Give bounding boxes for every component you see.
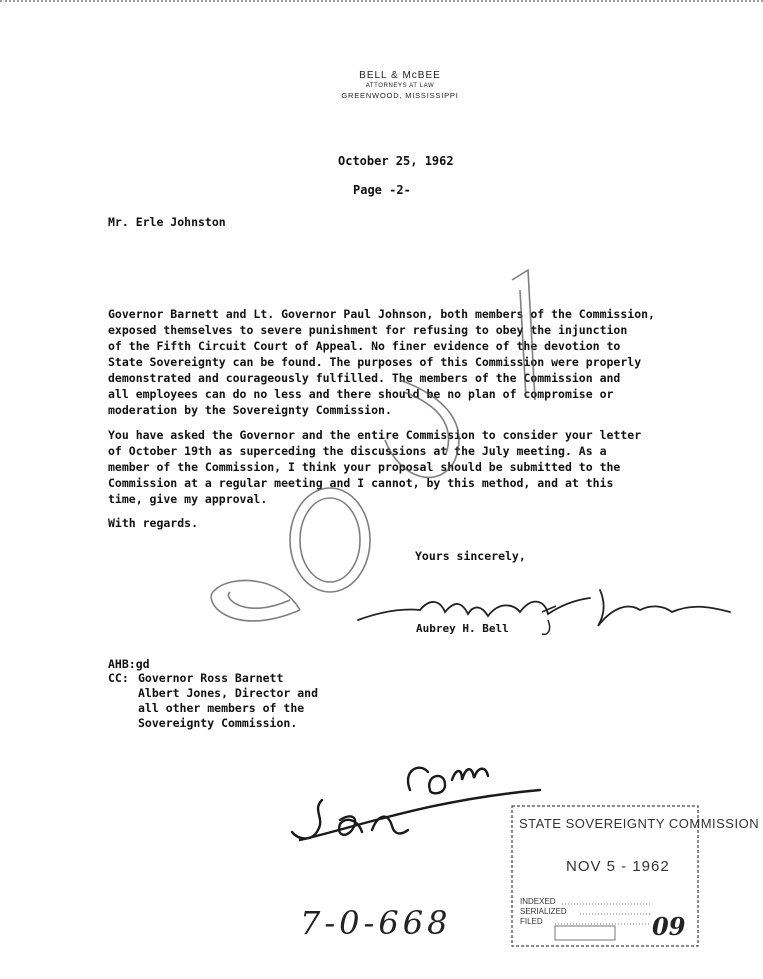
letterhead — [300, 70, 500, 100]
stamp-title: STATE SOVEREIGNTY COMMISSION — [519, 816, 760, 831]
paragraph-line: of October 19th as superceding the discussions at the July meeting. As a — [108, 444, 607, 458]
stamp-label-serialized: SERIALIZED — [520, 907, 567, 916]
paragraph-line: Governor Barnett and Lt. Governor Paul Johnson, both members of the Commission, — [108, 307, 655, 321]
paragraph-line: demonstrated and courageously fulfilled. The members of the Commission and — [108, 371, 621, 385]
letterhead-firm: BELL & McBEE — [359, 70, 441, 81]
paragraph-2 — [108, 427, 641, 507]
letter-date: October 25, 1962 — [338, 154, 454, 168]
paragraph-1 — [108, 306, 655, 418]
paragraph-line: member of the Commission, I think your proposal should be submitted to the — [108, 460, 621, 474]
handwritten-file-number: 7-0-668 — [300, 904, 452, 942]
top-edge-dots — [0, 0, 763, 5]
paragraph-line: State Sovereignty can be found. The purposes of this Commission were properly — [108, 355, 642, 369]
cc-line: Sovereignty Commission. — [138, 716, 298, 730]
paragraph-line: You have asked the Governor and the entire Commission to consider your letter — [108, 428, 642, 442]
paragraph-line: exposed themselves to severe punishment for refusing to obey the injunction — [108, 323, 628, 337]
paragraph-line: time, give my approval. — [108, 492, 268, 506]
stamp-label-indexed: INDEXED — [520, 897, 556, 906]
stamp-handwritten-number: 09 — [652, 912, 686, 941]
regards-line: With regards. — [108, 516, 199, 530]
paragraph-line: moderation by the Sovereignty Commission. — [108, 403, 392, 417]
letterhead-city: GREENWOOD, MISSISSIPPI — [341, 91, 459, 100]
cc-line: Governor Ross Barnett — [138, 671, 284, 685]
paragraph-line: all employees can do no less and there should be no plan of compromise or — [108, 387, 614, 401]
cc-line: Albert Jones, Director and — [138, 686, 319, 700]
paragraph-line: Commission at a regular meeting and I cannot, by this method, and at this — [108, 476, 614, 490]
addressee: Mr. Erle Johnston — [108, 215, 226, 229]
reference-initials: AHB:gd — [108, 657, 150, 671]
cc-line: all other members of the — [138, 701, 305, 715]
stamp-date: NOV 5 - 1962 — [566, 858, 670, 875]
paragraph-line: of the Fifth Circuit Court of Appeal. No finer evidence of the devotion to — [108, 339, 621, 353]
closing-line: Yours sincerely, — [415, 549, 526, 563]
typed-signature-name: Aubrey H. Bell — [416, 622, 509, 635]
page-number: Page -2- — [353, 183, 411, 197]
stamp-label-filed: FILED — [520, 917, 543, 926]
letterhead-subtitle: ATTORNEYS AT LAW — [365, 83, 435, 89]
cc-prefix: CC: — [108, 671, 129, 685]
